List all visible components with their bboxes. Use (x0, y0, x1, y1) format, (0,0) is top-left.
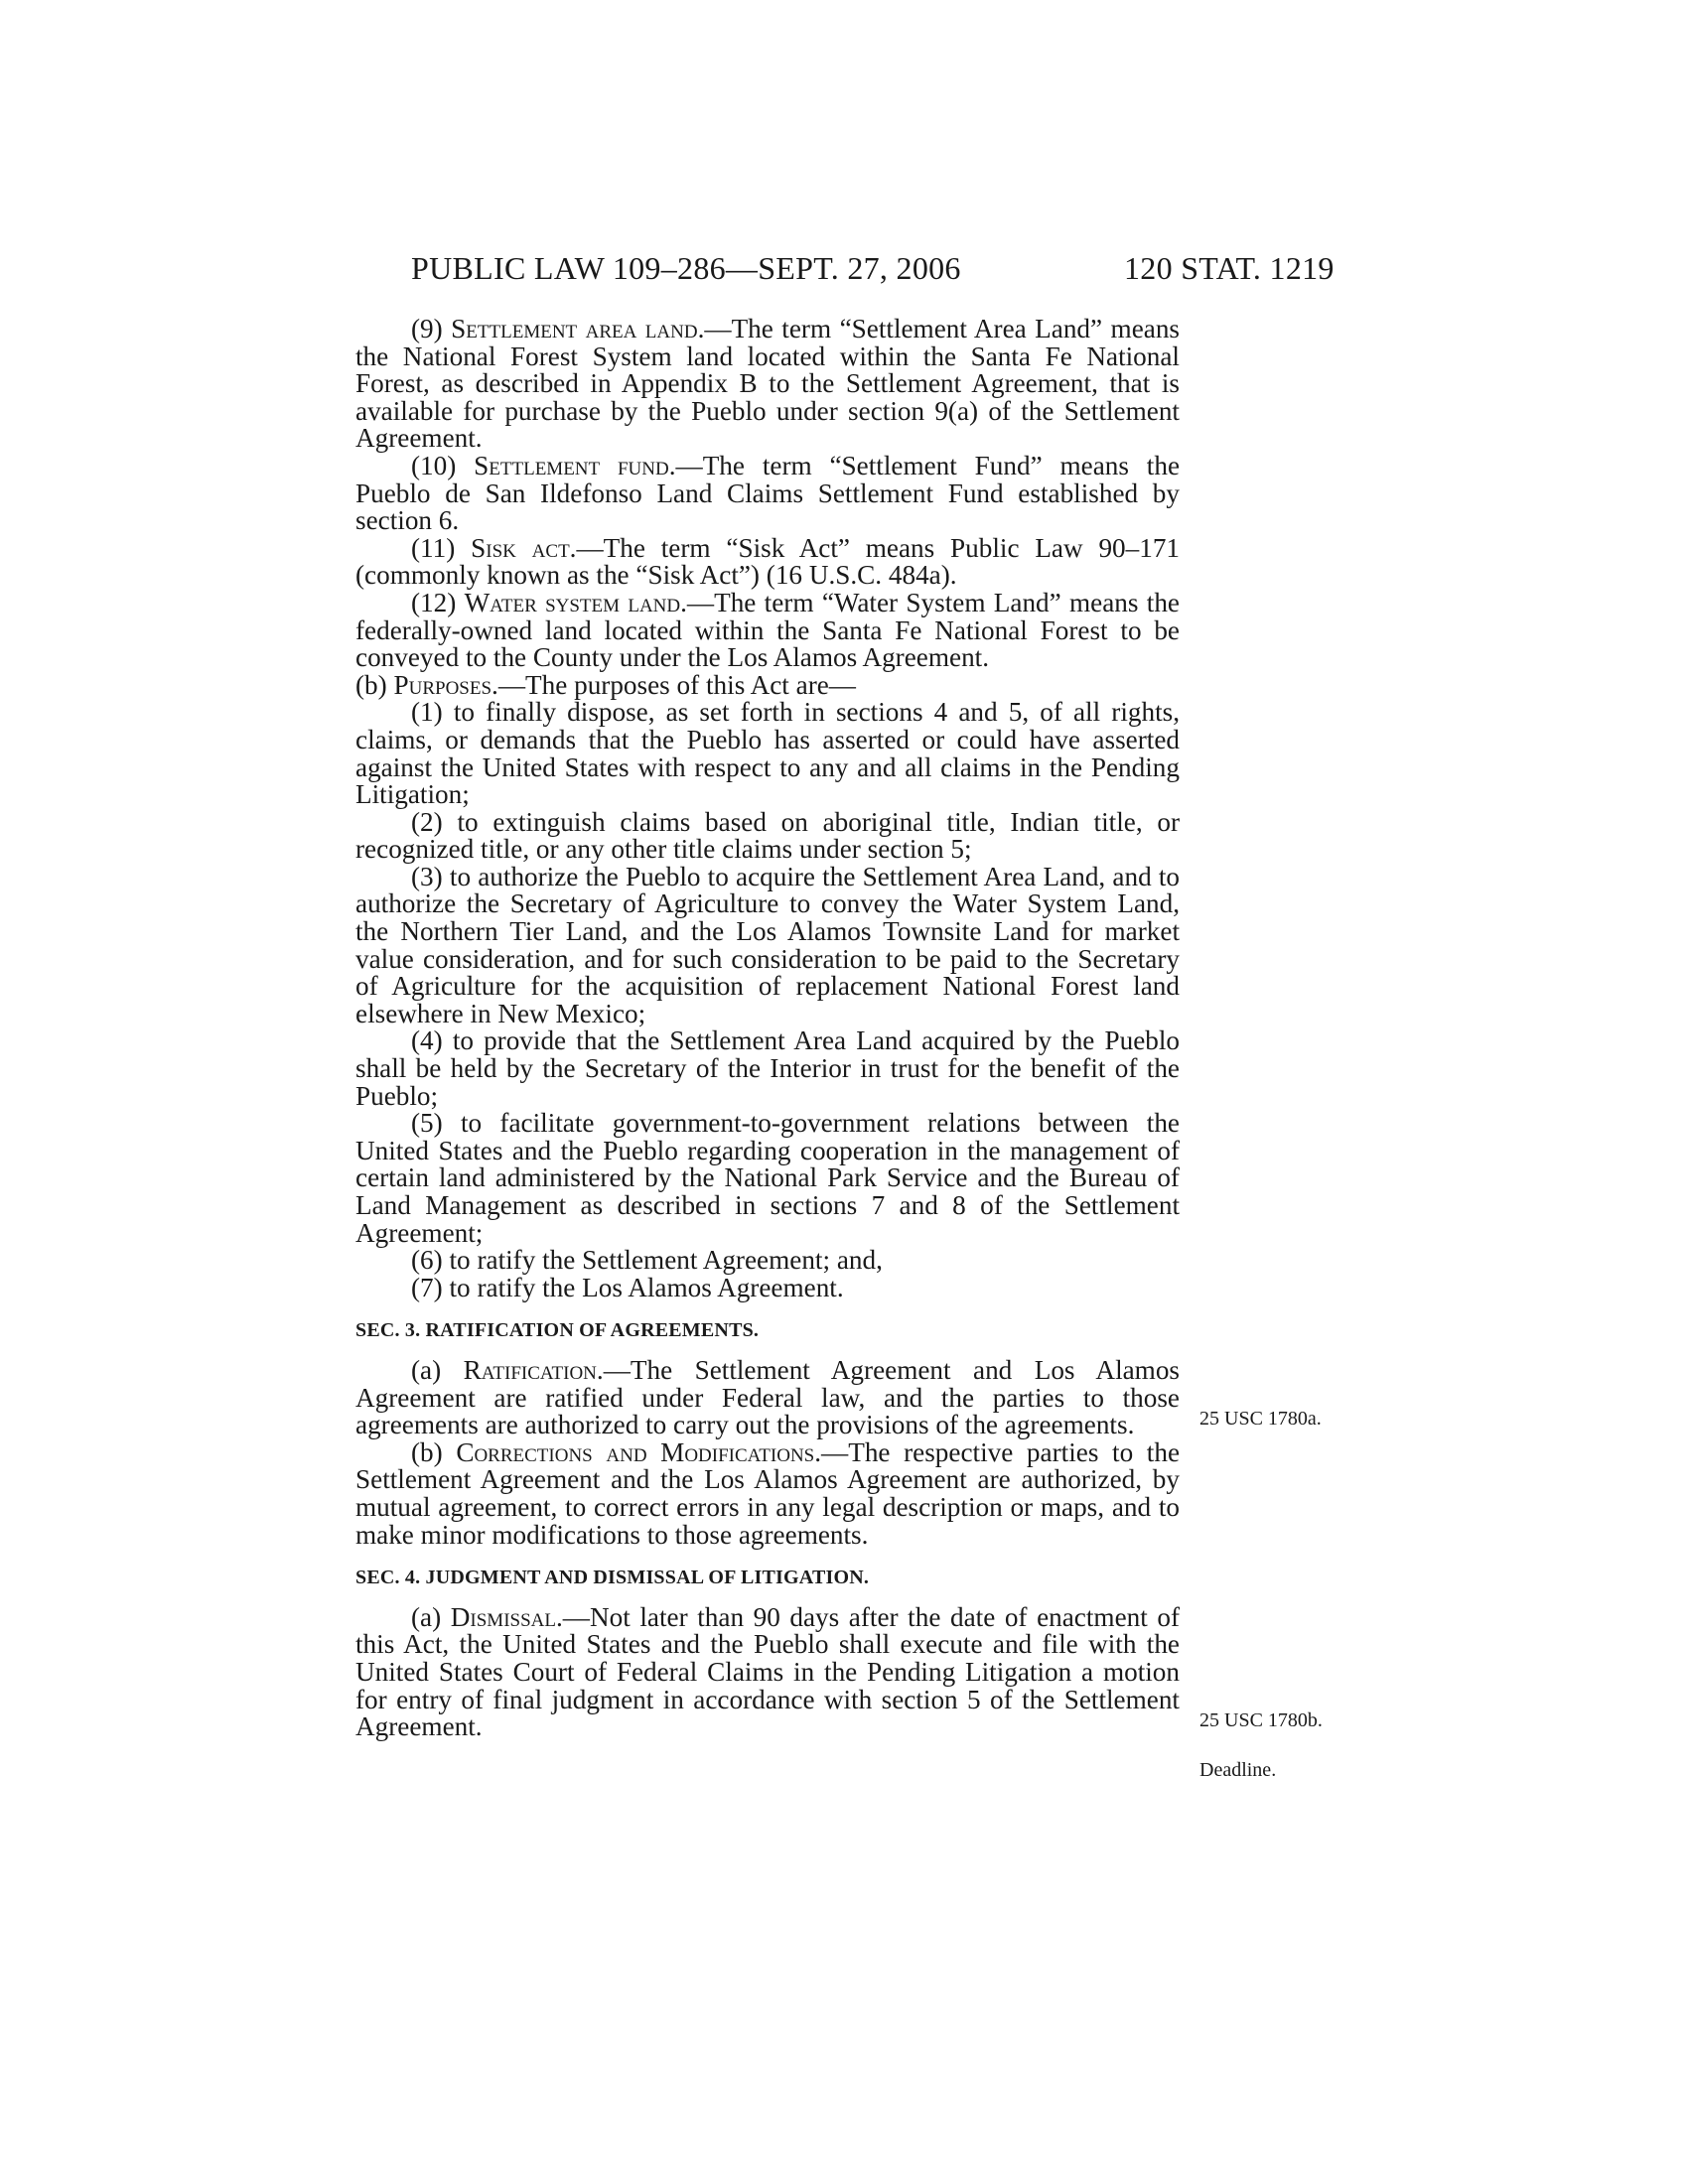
paragraph-text: to ratify the Los Alamos Agreement. (449, 1272, 844, 1302)
paragraph-heading: Purposes. (393, 669, 498, 700)
paragraph-text: —The purposes of this Act are— (497, 669, 856, 700)
paragraph-number: (9) (411, 314, 443, 343)
purpose-2 (355, 806, 1180, 865)
paragraph-text: —Not later than 90 days after the date of enactment of this Act, the United States and the Pueblo shall execute and file with the United States Court of Federal Claims in the Pending Litigation a motion for entry of final judgment in accordance with section 5 of the Settlement Agreement. (355, 1601, 1181, 1742)
purpose-1 (355, 699, 1180, 808)
paragraph-number: (10) (411, 450, 457, 480)
paragraph-10 (355, 450, 1181, 536)
purpose-5 (355, 1110, 1180, 1247)
page-number: 120 STAT. 1219 (1124, 250, 1335, 286)
paragraph-heading: Water system land. (464, 587, 687, 617)
paragraph-text: to ratify the Settlement Agreement; and, (449, 1245, 883, 1276)
paragraph-text: to finally dispose, as set forth in sections 4 and 5, of all rights, claims, or demands that the Pueblo has asserted or could have asserted against the United States with respect to any and all claims in the Pending Litigation; (355, 697, 1181, 810)
paragraph-number: (1) (411, 697, 443, 728)
paragraph-number: (6) (411, 1245, 443, 1276)
paragraph-heading: Settlement fund. (474, 450, 676, 480)
paragraph-number: (3) (411, 861, 443, 891)
document-body (355, 316, 1180, 1741)
paragraph-heading: Ratification. (463, 1354, 604, 1385)
paragraph-text: to facilitate government-to-government relations between the United States and the Pueblo regarding cooperation in the management of certain land administered by the National Park Service and the Bureau of Land Management as described in sections 7 and 8 of the Settlement Agreement; (355, 1108, 1180, 1248)
paragraph-text: —The term “Water System Land” means the federally-owned land located within the Santa Fe National Forest to be conveyed to the County under the Los Alamos Agreement. (355, 587, 1180, 673)
margin-note-sec3: 25 USC 1780a. (1199, 1408, 1322, 1430)
paragraph-number: (5) (411, 1108, 443, 1139)
paragraph-heading: Corrections and Modifications. (456, 1436, 822, 1467)
paragraph-text: —The respective parties to the Settlement Agreement and the Los Alamos Agreement are authorized, by mutual agreement, to correct errors in any legal description or maps, and to make minor modifications to those agreements. (355, 1436, 1181, 1550)
paragraph-number: (11) (411, 532, 456, 563)
paragraph-text: to authorize the Pueblo to acquire the Settlement Area Land, and to authorize the Secretary of Agriculture to convey the Water System Land, the Northern Tier Land, and the Los Alamos Townsite Land for market value consideration, and for such consideration to be paid to the Secretary of Agriculture for the acquisition of replacement National Forest land elsewhere in New Mexico; (355, 861, 1180, 1028)
purpose-4 (355, 1027, 1180, 1110)
paragraph-heading: Settlement area land. (451, 314, 705, 343)
paragraph-text: to provide that the Settlement Area Land acquired by the Pueblo shall be held by the Secretary of the Interior in trust for the benefit of the Pueblo; (355, 1025, 1181, 1111)
section-4-heading: SEC. 4. JUDGMENT AND DISMISSAL OF LITIGATION. (355, 1567, 870, 1589)
paragraph-9 (355, 316, 1180, 453)
purpose-6 (355, 1247, 1180, 1275)
section-3-heading: SEC. 3. RATIFICATION OF AGREEMENTS. (355, 1319, 760, 1342)
margin-note-sec4: 25 USC 1780b. (1199, 1709, 1323, 1731)
paragraph-text: to extinguish claims based on aboriginal title, Indian title, or recognized title, or any other title claims under section 5; (355, 806, 1180, 865)
section-3-b (355, 1436, 1181, 1550)
paragraph-heading: Sisk act. (471, 532, 577, 563)
paragraph-text: —The term “Sisk Act” means Public Law 90–171 (commonly known as the “Sisk Act”) (16 U.S.C. 484a). (355, 532, 1181, 591)
paragraph-text: —The Settlement Agreement and Los Alamos Agreement are ratified under Federal law, and the parties to those agreements are authorized to carry out the provisions of the agreements. (355, 1354, 1181, 1440)
section-3-a (355, 1354, 1181, 1440)
paragraph-number: (4) (411, 1025, 443, 1056)
section-4-a (355, 1601, 1181, 1742)
running-header: PUBLIC LAW 109–286—SEPT. 27, 2006 (411, 250, 961, 286)
purpose-7 (355, 1272, 1180, 1302)
paragraph-number: (a) (411, 1354, 442, 1385)
paragraph-text: —The term “Settlement Area Land” means the National Forest System land located within the Santa Fe National Forest, as described in Appendix B to the Settlement Agreement, that is available for purchase by the Pueblo under section 9(a) of the Settlement Agreement. (355, 314, 1181, 454)
purpose-3 (355, 861, 1180, 1028)
margin-note-deadline: Deadline. (1199, 1759, 1277, 1781)
paragraph-number: (7) (411, 1272, 443, 1302)
paragraph-text: —The term “Settlement Fund” means the Pueblo de San Ildefonso Land Claims Settlement Fund established by section 6. (355, 450, 1181, 536)
paragraph-12 (355, 587, 1180, 673)
paragraph-number: (b) (411, 1436, 443, 1467)
paragraph-number: (a) (411, 1601, 442, 1632)
paragraph-heading: Dismissal. (450, 1601, 563, 1632)
paragraph-number: (b) (355, 669, 387, 700)
paragraph-number: (12) (411, 587, 457, 617)
paragraph-b-purposes (355, 669, 1180, 700)
paragraph-number: (2) (411, 806, 443, 837)
paragraph-11 (355, 532, 1181, 591)
